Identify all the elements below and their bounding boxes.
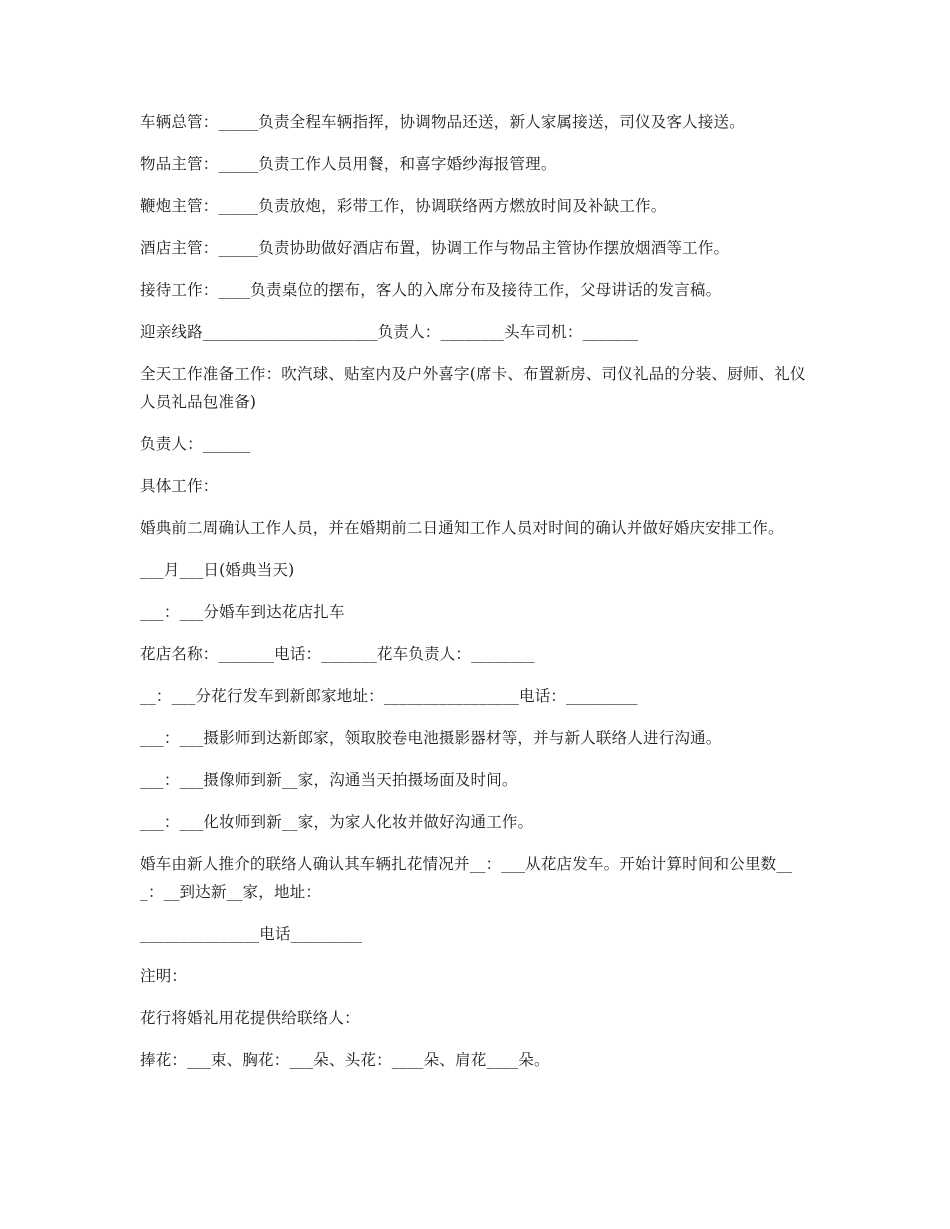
paragraph-firecracker-manager: 鞭炮主管：_____负责放炮，彩带工作，协调联络两方燃放时间及补缺工作。: [140, 197, 667, 215]
paragraph-note-heading: 注明：: [140, 967, 188, 985]
paragraph-flower-quantities: 捧花：___束、胸花：___朵、头花：____朵、肩花____朵。: [140, 1051, 550, 1069]
paragraph-car-confirmation: 婚车由新人推介的联络人确认其车辆扎花情况并__：___从花店发车。开始计算时间和公里数___：__到达新__家，地址：: [140, 855, 793, 901]
paragraph-route: 迎亲线路______________________负责人：________头车司机：_______: [140, 323, 639, 341]
paragraph-car-arrival: ___：___分婚车到达花店扎车: [140, 603, 345, 621]
paragraph-address-phone: _______________电话_________: [140, 925, 363, 943]
paragraph-hotel-manager: 酒店主管：_____负责协助做好酒店布置，协调工作与物品主管协作摆放烟酒等工作。: [140, 239, 730, 257]
paragraph-goods-manager: 物品主管：_____负责工作人员用餐，和喜字婚纱海报管理。: [140, 155, 557, 173]
paragraph-reception: 接待工作：____负责桌位的摆布，客人的入席分布及接待工作，父母讲话的发言稿。: [140, 281, 722, 299]
paragraph-makeup-artist: ___：___化妆师到新__家，为家人化妆并做好沟通工作。: [140, 813, 534, 831]
paragraph-wedding-date: ___月___日(婚典当天): [140, 561, 295, 579]
paragraph-two-weeks-before: 婚典前二周确认工作人员，并在婚期前二日通知工作人员对时间的确认并做好婚庆安排工作。: [140, 519, 784, 537]
document-page: [140, 108, 810, 1088]
paragraph-flower-shop: 花店名称：_______电话：_______花车负责人：________: [140, 645, 535, 663]
paragraph-vehicle-manager: 车辆总管：_____负责全程车辆指挥，协调物品还送，新人家属接送，司仪及客人接送。: [140, 113, 745, 131]
paragraph-videographer: ___：___摄像师到新__家，沟通当天拍摄场面及时间。: [140, 771, 518, 789]
paragraph-departure: __：___分花行发车到新郎家地址：_________________电话：_________: [140, 687, 638, 705]
paragraph-photographer: ___：___摄影师到达新郎家，领取胶卷电池摄影器材等，并与新人联络人进行沟通。: [140, 729, 722, 747]
paragraph-specific-work-heading: 具体工作：: [140, 477, 219, 495]
paragraph-person-in-charge: 负责人：______: [140, 435, 251, 453]
paragraph-flowers-provided: 花行将婚礼用花提供给联络人：: [140, 1009, 360, 1027]
paragraph-day-preparation: 全天工作准备工作：吹汽球、贴室内及户外喜字(席卡、布置新房、司仪礼品的分装、厨师、礼仪人员礼品包准备): [140, 365, 806, 411]
